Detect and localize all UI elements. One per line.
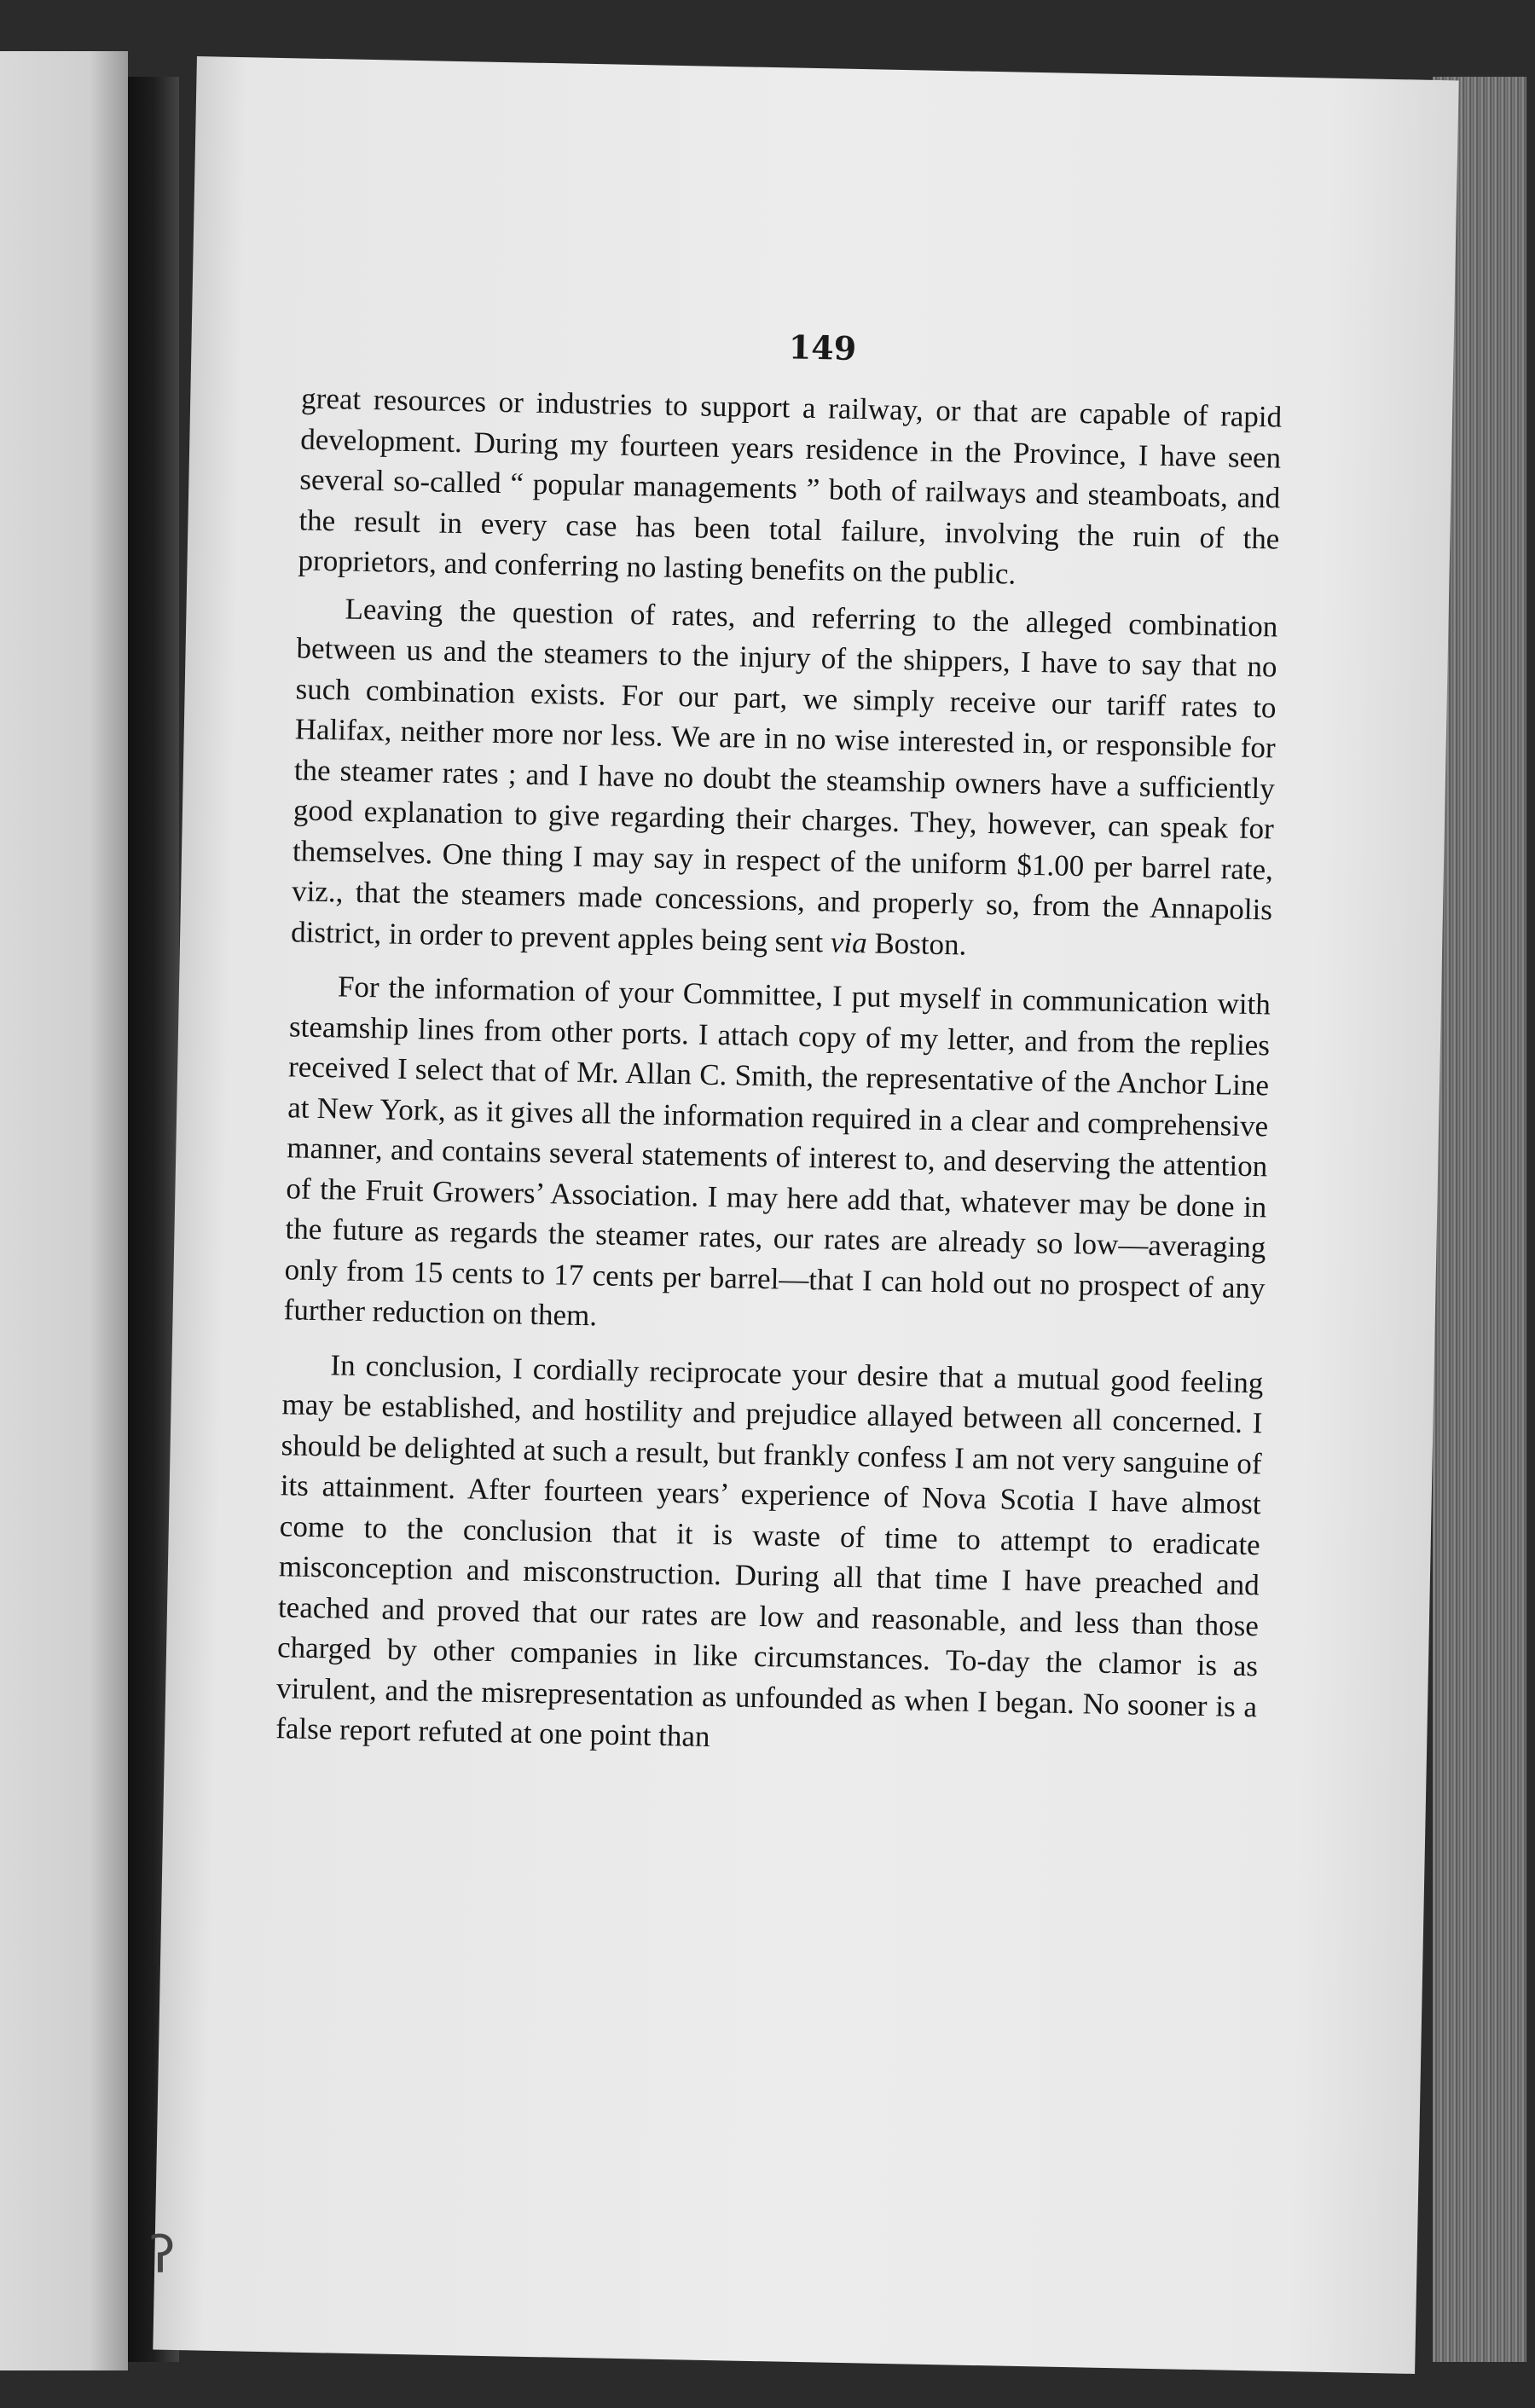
book-page xyxy=(153,56,1458,2374)
paragraph-2-italic: via xyxy=(830,924,868,959)
paragraph-2-text: Leaving the question of rates, and referring to the alleged combination between us and the steamers to the injury of the shippers, I have to say that no such combination exists. For our part, we simply receive our tariff rates to Halifax, neither more nor less. We are in no wise interested in, or responsible for the steamer rates ; and I have no doubt the steamship owners have a sufficiently good explanation to give regarding their charges. They, however, can speak for themselves. One thing I may say in respect of the uniform $1.00 per barrel rate, viz., that the steamers made concessions, and properly so, from the Annapolis district, in order to prevent apples being sent xyxy=(290,591,1278,958)
paragraph-3: For the information of your Committee, I put myself in communication with steamship lines from other ports. I attach copy of my letter, and from the replies received I select that of Mr. Allan C. Smith, the representative of the Anchor Line at New York, as it gives all the information required in a clear and comprehensive manner, and contains several statements of interest to, and deserving the attention of the Fruit Growers’ Association. I may here add that, whatever may be done in the future as regards the steamer rates, our rates are already so low—averaging only from 15 cents to 17 cents per barrel—that I can hold out no prospect of any further reduction on them. xyxy=(283,970,1271,1333)
paragraph-1: great resources or industries to support a railway, or that are capable of rapid development. During my fourteen years residence in the Province, I have seen several so-called “ popular managements ” both of railways and steamboats, and the result in every case has been total failure, involving the ruin of the proprietors, and conferring no lasting benefits on the public. xyxy=(298,381,1283,591)
body-text xyxy=(275,378,1283,1767)
margin-pencil-mark: ʔ xyxy=(149,2226,176,2285)
left-facing-page xyxy=(0,51,128,2370)
paragraph-2-tail: Boston. xyxy=(866,925,967,962)
paragraph-2 xyxy=(291,588,1278,970)
page-number: 149 xyxy=(788,327,857,368)
paragraph-4: In conclusion, I cordially reciprocate your desire that a mutual good feeling may be established, and hostility and prejudice allayed between all concerned. I should be delighted at such a result, but frankly confess I am not very sanguine of its attainment. After fourteen years’ experience of Nova Scotia I have almost come to the conclusion that it is waste of time to attempt to eradicate misconception and misconstruction. During all that time I have preached and teached and proved that our rates are low and reasonable, and less than those charged by other companies in like circumstances. To-day the clamor is as virulent, and the misrepresentation as unfounded as when I began. No sooner is a false report refuted at one point than xyxy=(275,1347,1264,1753)
